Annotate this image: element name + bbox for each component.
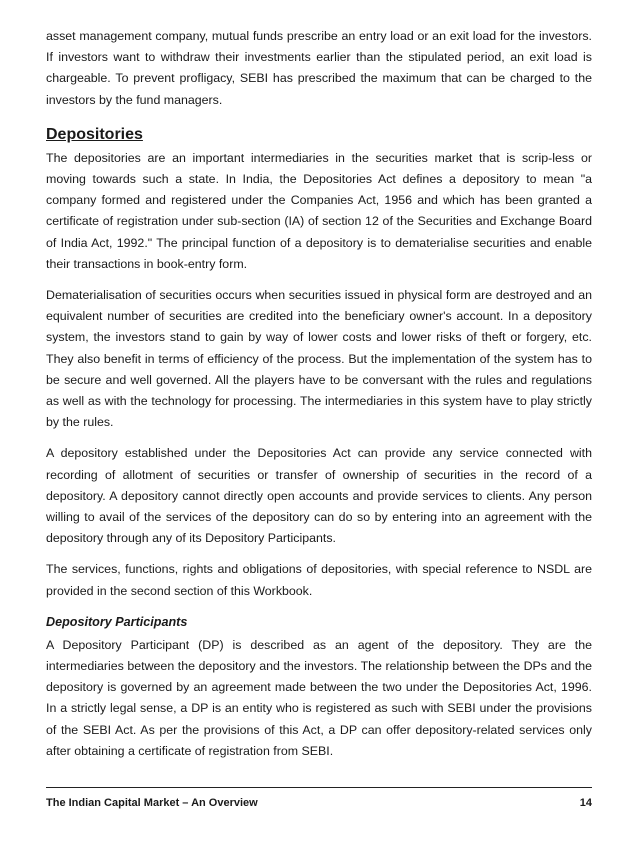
- paragraph-spacer: [46, 549, 592, 559]
- page-number: 14: [579, 797, 592, 809]
- paragraph-spacer: [46, 433, 592, 443]
- depository-participants-paragraph: A Depository Participant (DP) is described as an agent of the depository. They are the intermediaries between the depository and the investors. The relationship between the DPs and the depository is governed by an agreement made between the two under the Depositories Act, 1996. In a strictly legal sense, a DP is an entity who is registered as such with SEBI under the provisions of the SEBI Act. As per the provisions of this Act, a DP can offer depository-related services only after obtaining a certificate of registration from SEBI.: [46, 637, 592, 758]
- paragraph-spacer: [46, 275, 592, 285]
- intro-paragraph: asset management company, mutual funds prescribe an entry load or an exit load for the investors. If investors want to withdraw their investments earlier than the stipulated period, an exit load is chargeable. To prevent profligacy, SEBI has prescribed the maximum that can be charged to the investors by the fund managers.: [46, 29, 592, 107]
- depositories-paragraph-1: The depositories are an important intermediaries in the securities market that is scrip-less or moving towards such a state. In India, the Depositories Act defines a depository to mean "a company formed and registered under the Companies Act, 1956 and which has been granted a certificate of registration under sub-section (IA) of section 12 of the Securities and Exchange Board of India Act, 1992." The principal function of a depository is to dematerialise securities and enable their transactions in book-entry form.: [46, 150, 592, 271]
- footer-divider: [46, 787, 592, 788]
- depository-participants-heading: Depository Participants: [46, 614, 188, 629]
- depositories-paragraph-3: A depository established under the Depositories Act can provide any service connected with recording of allotment of securities or transfer of ownership of securities in the record of a depository. A depository cannot directly open accounts and provide services to clients. Any person willing to avail of the services of the depository can do so by entering into an agreement with the depository through any of its Depository Participants.: [46, 446, 592, 546]
- page-footer: [46, 797, 592, 809]
- footer-title: The Indian Capital Market – An Overview: [46, 797, 258, 809]
- depositories-heading: Depositories: [46, 125, 143, 143]
- depositories-paragraph-4: The services, functions, rights and obligations of depositories, with special reference to NSDL are provided in the second section of this Workbook.: [46, 562, 592, 598]
- depositories-paragraph-2: Dematerialisation of securities occurs when securities issued in physical form are destroyed and an equivalent number of securities are credited into the beneficiary owner's account. In a depository system, the investors stand to gain by way of lower costs and lower risks of theft or forgery, etc. They also benefit in terms of efficiency of the process. But the implementation of the system has to be secure and well governed. All the players have to be conversant with the rules and regulations as well as with the technology for processing. The intermediaries in this system have to play strictly by the rules.: [46, 288, 592, 430]
- page-body: [46, 26, 592, 762]
